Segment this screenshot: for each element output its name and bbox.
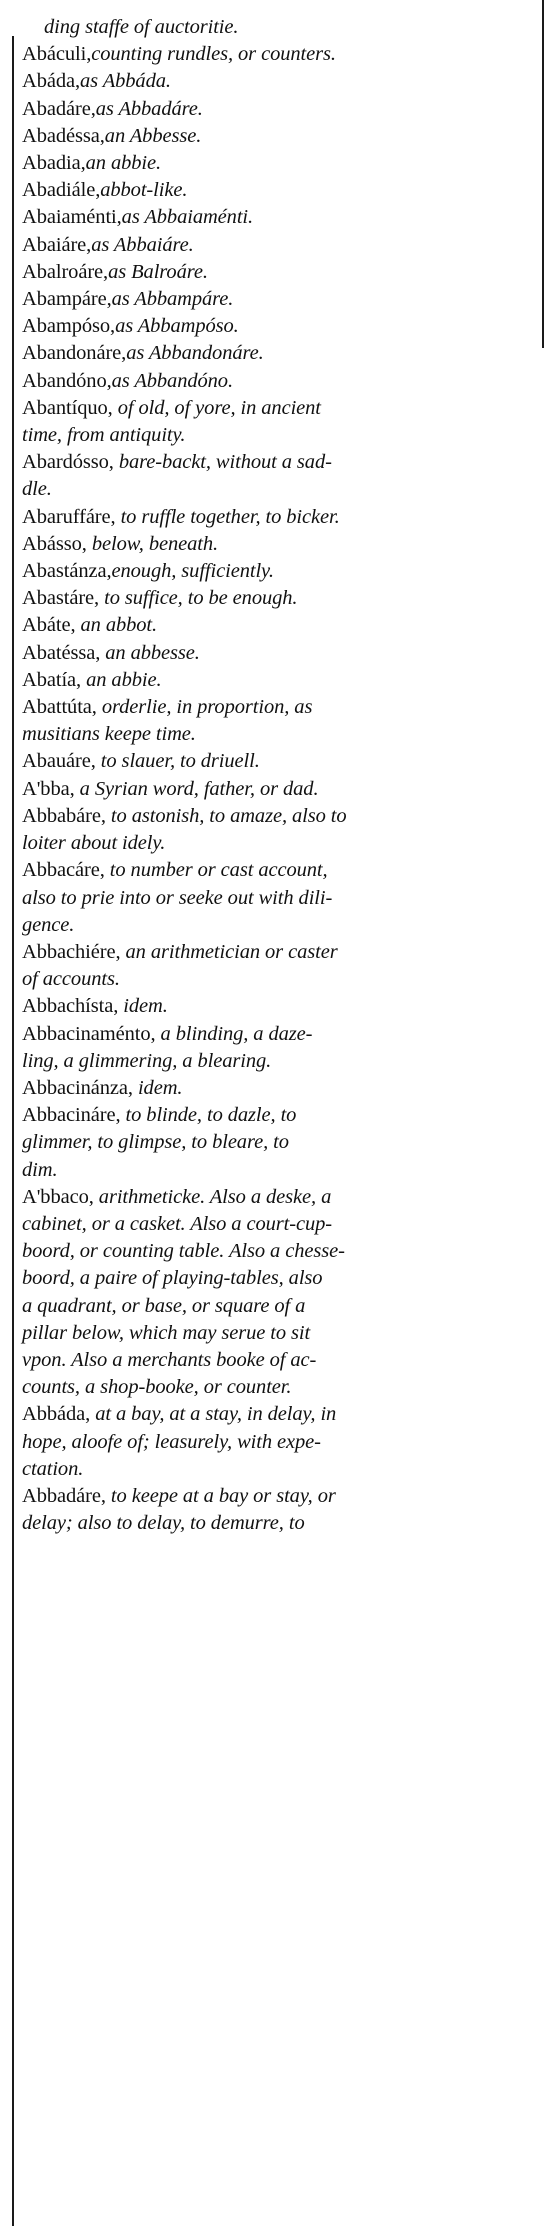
left-column-rule xyxy=(12,36,14,2226)
entry-headword: Abandonáre, xyxy=(22,342,127,365)
dictionary-entry xyxy=(22,313,538,340)
entry-definition: enough, sufficiently. xyxy=(111,560,274,583)
entry-line xyxy=(22,531,538,558)
entry-definition: as Balroáre. xyxy=(108,260,208,283)
entry-definition: musitians keepe time. xyxy=(22,723,196,746)
dictionary-entry xyxy=(22,259,538,286)
entry-definition: an abbot. xyxy=(75,614,158,637)
dictionary-entry xyxy=(22,667,538,694)
entry-definition: as Abbampóso. xyxy=(115,315,239,338)
entry-line xyxy=(22,1401,538,1428)
entry-headword: Abadéssa, xyxy=(22,124,105,147)
entry-headword: Abbachiére, xyxy=(22,940,121,963)
entry-definition: counting rundles, or counters. xyxy=(91,43,336,66)
dictionary-entry xyxy=(22,14,538,41)
dictionary-entry xyxy=(22,531,538,558)
entry-headword: Abalroáre, xyxy=(22,260,109,283)
entry-headword: Abáte, xyxy=(22,614,76,637)
dictionary-entry xyxy=(22,1021,538,1075)
entry-definition: as Abbandonáre. xyxy=(126,342,264,365)
entry-definition: idem. xyxy=(118,995,168,1018)
dictionary-entry xyxy=(22,41,538,68)
entry-line xyxy=(22,667,538,694)
entry-line xyxy=(22,1129,538,1156)
dictionary-entry xyxy=(22,1102,538,1184)
entry-line xyxy=(22,1157,538,1184)
entry-line xyxy=(22,123,538,150)
entry-definition: ling, a glimmering, a blearing. xyxy=(22,1049,272,1072)
entry-definition: dim. xyxy=(22,1158,58,1181)
dictionary-entry xyxy=(22,68,538,95)
dictionary-entry xyxy=(22,204,538,231)
dictionary-entry xyxy=(22,96,538,123)
entry-line xyxy=(22,694,538,721)
entry-definition: to keepe at a bay or stay, or xyxy=(105,1484,336,1507)
entry-headword: Abbacáre, xyxy=(22,859,105,882)
entry-definition: to slauer, to driuell. xyxy=(95,750,260,773)
dictionary-entry xyxy=(22,1401,538,1483)
entry-definition: pillar below, which may serue to sit xyxy=(22,1321,311,1344)
dictionary-entry xyxy=(22,1184,538,1402)
entry-definition: to blinde, to dazle, to xyxy=(120,1104,297,1127)
entry-headword: A'bba, xyxy=(22,777,75,800)
entry-headword: Abatéssa, xyxy=(22,641,101,664)
entry-definition: an Abbesse. xyxy=(104,124,202,147)
entry-line xyxy=(22,476,538,503)
entry-definition: orderlie, in proportion, as xyxy=(96,696,313,719)
dictionary-entry xyxy=(22,449,538,503)
entry-definition: glimmer, to glimpse, to bleare, to xyxy=(22,1131,289,1154)
entry-line xyxy=(22,721,538,748)
entry-definition: ding staffe of auctoritie. xyxy=(44,16,239,38)
entry-line xyxy=(22,232,538,259)
dictionary-entry xyxy=(22,286,538,313)
entry-definition: gence. xyxy=(22,913,75,936)
entry-definition: to number or cast account, xyxy=(104,859,328,882)
dictionary-entry xyxy=(22,640,538,667)
dictionary-entry xyxy=(22,748,538,775)
entry-headword: Abampáre, xyxy=(22,288,112,311)
entry-definition: a quadrant, or base, or square of a xyxy=(22,1294,306,1317)
right-column-rule xyxy=(542,0,544,348)
entry-line xyxy=(22,1102,538,1129)
entry-definition: at a bay, at a stay, in delay, in xyxy=(90,1403,337,1426)
entry-line xyxy=(22,748,538,775)
entry-line xyxy=(22,1320,538,1347)
entry-definition: counts, a shop-booke, or counter. xyxy=(22,1376,292,1399)
entry-headword: Abáculi, xyxy=(22,43,92,66)
entry-headword: Abaiaménti, xyxy=(22,206,122,229)
entry-headword: Abbacináre, xyxy=(22,1104,121,1127)
entry-headword: Abaiáre, xyxy=(22,233,92,256)
dictionary-entry xyxy=(22,1483,538,1537)
entry-definition: as Abbaiáre. xyxy=(91,233,194,256)
entry-headword: Abastáre, xyxy=(22,587,100,610)
entry-line xyxy=(22,966,538,993)
entry-line xyxy=(22,1021,538,1048)
entry-definition: time, from antiquity. xyxy=(22,424,186,447)
dictionary-entry xyxy=(22,803,538,857)
entry-definition: of old, of yore, in ancient xyxy=(112,396,321,419)
dictionary-entry xyxy=(22,232,538,259)
entry-definition: vpon. Also a merchants booke of ac- xyxy=(22,1348,317,1371)
entry-definition: as Abbaiaménti. xyxy=(121,206,254,229)
entry-headword: Abbáda, xyxy=(22,1403,91,1426)
entry-definition: abbot-like. xyxy=(100,179,188,202)
entry-line xyxy=(22,885,538,912)
entry-line xyxy=(22,1347,538,1374)
entry-line xyxy=(22,1265,538,1292)
entry-definition: as Abbandóno. xyxy=(111,369,233,392)
entry-line xyxy=(22,340,538,367)
entry-definition: delay; also to delay, to demurre, to xyxy=(22,1512,305,1535)
dictionary-entry xyxy=(22,123,538,150)
entry-definition: as Abbadáre. xyxy=(95,97,203,120)
entry-definition: an abbie. xyxy=(81,668,162,691)
entry-definition: to astonish, to amaze, also to xyxy=(105,804,347,827)
entry-definition: hope, aloofe of; leasurely, with expe- xyxy=(22,1430,321,1453)
entry-line xyxy=(22,1184,538,1211)
dictionary-entry xyxy=(22,504,538,531)
entry-headword: Abadia, xyxy=(22,152,86,175)
dictionary-entry xyxy=(22,177,538,204)
entry-definition: dle. xyxy=(22,478,52,501)
entry-line xyxy=(22,449,538,476)
dictionary-entry xyxy=(22,612,538,639)
entry-line xyxy=(22,177,538,204)
entry-definition: below, beneath. xyxy=(86,532,219,555)
entry-definition: bare-backt, without a sad- xyxy=(113,451,332,474)
entry-line xyxy=(22,830,538,857)
entry-definition: an arithmetician or caster xyxy=(120,940,338,963)
entry-headword: Abardósso, xyxy=(22,451,114,474)
entry-definition: as Abbampáre. xyxy=(111,288,234,311)
dictionary-entry xyxy=(22,993,538,1020)
entry-line xyxy=(22,96,538,123)
dictionary-entry xyxy=(22,340,538,367)
dictionary-entry xyxy=(22,776,538,803)
entry-line xyxy=(22,1238,538,1265)
entry-headword: Abampóso, xyxy=(22,315,116,338)
entry-line xyxy=(44,14,538,41)
entry-line xyxy=(22,313,538,340)
entry-headword: Abaruffáre, xyxy=(22,505,116,528)
entry-line xyxy=(22,204,538,231)
entry-line xyxy=(22,1211,538,1238)
entry-line xyxy=(22,150,538,177)
entry-definition: an abbesse. xyxy=(100,641,200,664)
entry-line xyxy=(22,939,538,966)
entry-headword: Abásso, xyxy=(22,532,87,555)
entry-line xyxy=(22,504,538,531)
entry-line xyxy=(22,912,538,939)
entry-definition: arithmeticke. Also a deske, a xyxy=(93,1185,332,1208)
entry-line xyxy=(22,612,538,639)
entry-line xyxy=(22,640,538,667)
entry-headword: Abbachísta, xyxy=(22,995,119,1018)
entry-definition: to suffice, to be enough. xyxy=(99,587,298,610)
entry-line xyxy=(22,585,538,612)
entry-line xyxy=(22,1429,538,1456)
entry-headword: Abatía, xyxy=(22,668,82,691)
entry-headword: A'bbaco, xyxy=(22,1185,94,1208)
entry-headword: Abbacinánza, xyxy=(22,1076,133,1099)
entry-definition: also to prie into or seeke out with dili- xyxy=(22,886,333,909)
entry-line xyxy=(22,1456,538,1483)
dictionary-entry xyxy=(22,694,538,748)
entry-line xyxy=(22,395,538,422)
entry-line xyxy=(22,1374,538,1401)
entry-line xyxy=(22,1483,538,1510)
entry-definition: a blinding, a daze- xyxy=(155,1022,313,1045)
entry-line xyxy=(22,368,538,395)
entry-line xyxy=(22,422,538,449)
dictionary-entry xyxy=(22,1075,538,1102)
entry-definition: to ruffle together, to bicker. xyxy=(115,505,340,528)
entry-headword: Abadáre, xyxy=(22,97,96,120)
entry-definition: an abbie. xyxy=(85,152,162,175)
entry-line xyxy=(22,993,538,1020)
dictionary-entry xyxy=(22,150,538,177)
entry-line xyxy=(22,558,538,585)
dictionary-entry xyxy=(22,939,538,993)
entry-line xyxy=(22,776,538,803)
entry-definition: idem. xyxy=(132,1076,183,1099)
entry-line xyxy=(22,1510,538,1537)
entry-line xyxy=(22,1075,538,1102)
entry-definition: boord, a paire of playing-tables, also xyxy=(22,1267,323,1290)
entry-headword: Abandóno, xyxy=(22,369,112,392)
entry-line xyxy=(22,1048,538,1075)
entry-line xyxy=(22,803,538,830)
entry-definition: loiter about idely. xyxy=(22,832,166,855)
dictionary-entry xyxy=(22,857,538,939)
entry-headword: Abadiále, xyxy=(22,179,101,202)
entry-definition: cabinet, or a casket. Also a court-cup- xyxy=(22,1212,332,1235)
entry-line xyxy=(22,41,538,68)
entry-definition: a Syrian word, father, or dad. xyxy=(74,777,319,800)
entry-line xyxy=(22,259,538,286)
entry-headword: Abbacinaménto, xyxy=(22,1022,156,1045)
entry-headword: Abáda, xyxy=(22,70,81,93)
entry-headword: Abantíquo, xyxy=(22,396,113,419)
entry-line xyxy=(22,1293,538,1320)
dictionary-entry xyxy=(22,368,538,395)
entry-definition: ctation. xyxy=(22,1457,84,1480)
entry-headword: Abbadáre, xyxy=(22,1484,106,1507)
entry-definition: of accounts. xyxy=(22,968,120,991)
dictionary-entry xyxy=(22,395,538,449)
entry-line xyxy=(22,286,538,313)
entry-headword: Abattúta, xyxy=(22,696,97,719)
entry-headword: Abbabáre, xyxy=(22,804,106,827)
entry-definition: as Abbáda. xyxy=(80,70,171,93)
dictionary-entry xyxy=(22,585,538,612)
entry-line xyxy=(22,68,538,95)
entry-headword: Abastánza, xyxy=(22,560,112,583)
entry-definition: boord, or counting table. Also a chesse- xyxy=(22,1240,345,1263)
dictionary-entry xyxy=(22,558,538,585)
dictionary-column xyxy=(22,14,538,1537)
entry-headword: Abauáre, xyxy=(22,750,96,773)
entry-line xyxy=(22,857,538,884)
